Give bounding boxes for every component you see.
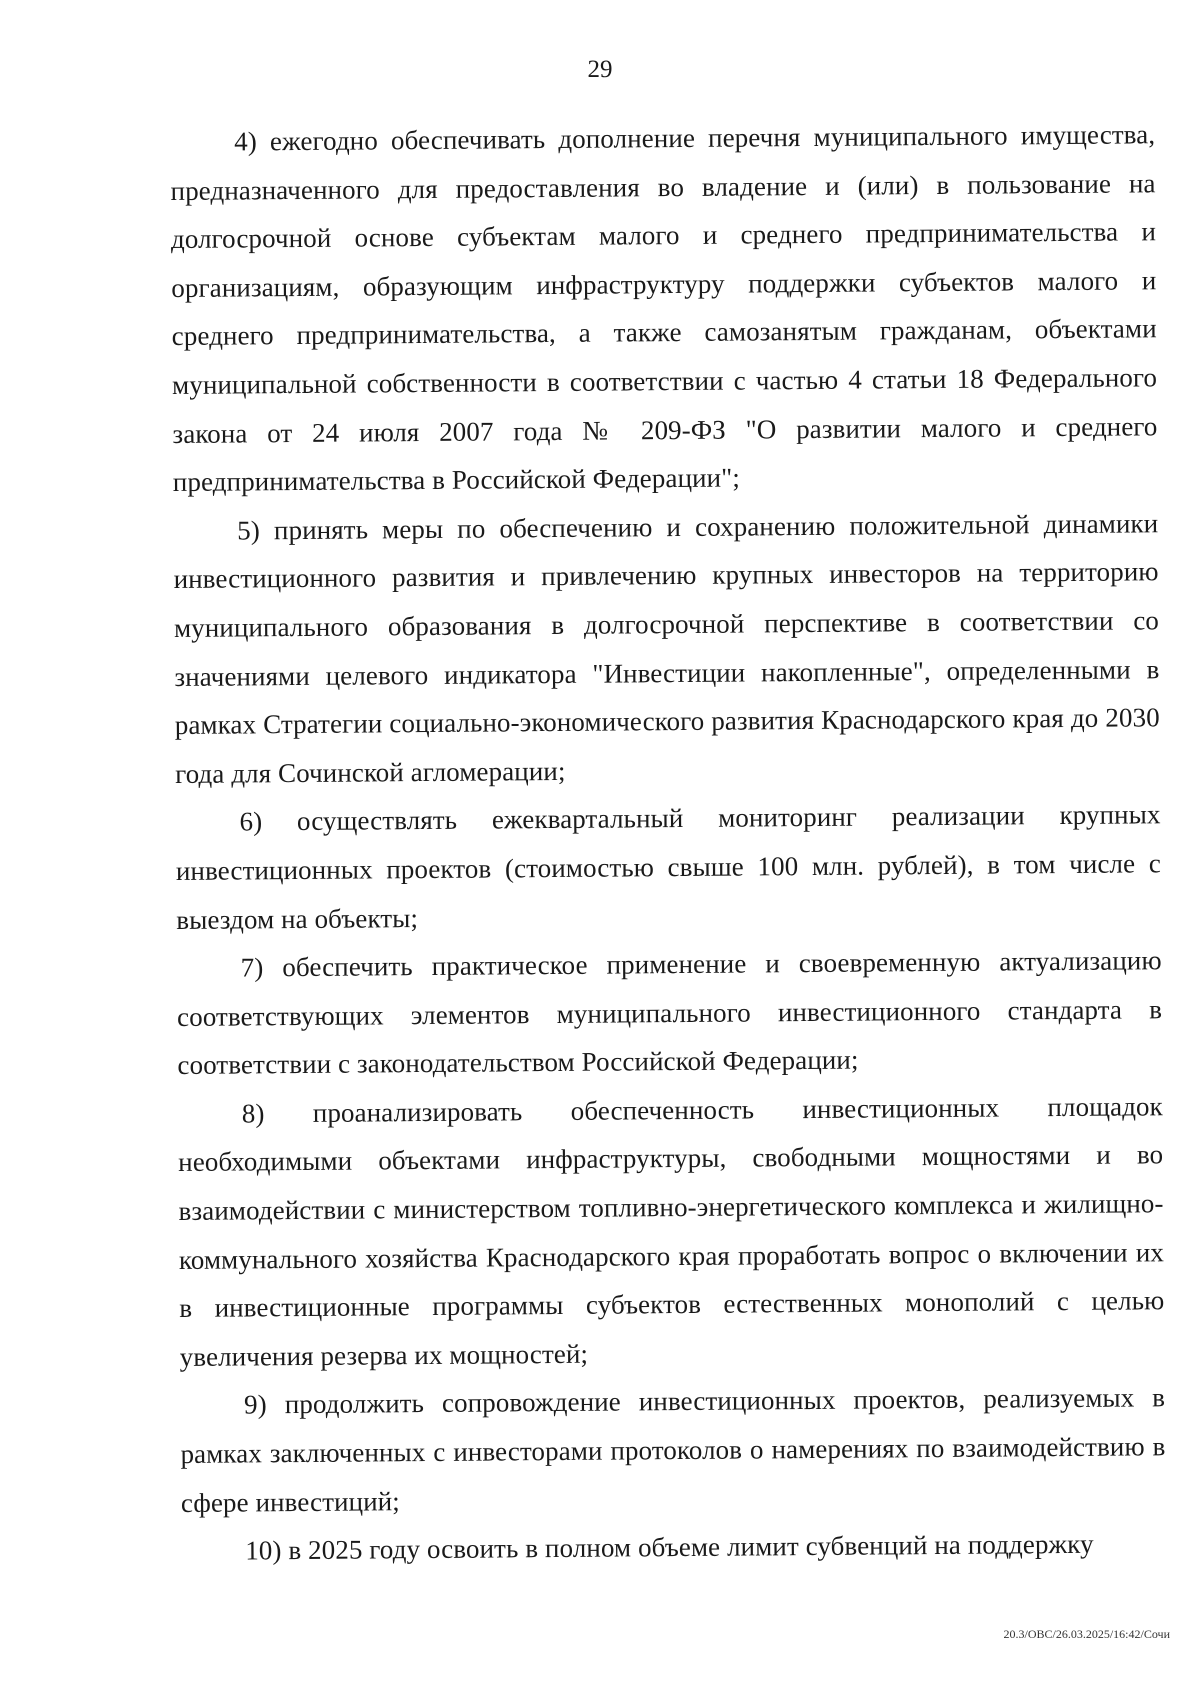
paragraph-item-4: 4) ежегодно обеспечивать дополнение перечня муниципального имущества, предназначенного для предоставления во владение и (или) в пользование на долгосрочной основе субъектам малого и среднего предпринимательства и организациям, образующим инфраструктуру поддержки субъектов малого и среднего предпринимательства, а также самозанятым гражданам, объектами муниципальной собственности в соответствии с частью 4 статьи 18 Федерального закона от 24 июля 2007 года № 209-ФЗ "О развитии малого и среднего предпринимательства в Российской Федерации"; <box>170 119 1158 498</box>
page-number: 29 <box>587 56 613 83</box>
document-registration-stamp: 20.3/ОВС/26.03.2025/16:42/Сочи <box>1003 1627 1170 1641</box>
paragraph-item-10: 10) в 2025 году освоить в полном объеме лимит субвенций на поддержку <box>245 1529 1094 1566</box>
paragraph-item-9: 9) продолжить сопровождение инвестиционных проектов, реализуемых в рамках заключенных с инвесторами протоколов о намерениях по взаимодействию в сфере инвестиций; <box>180 1382 1166 1518</box>
paragraph-item-7: 7) обеспечить практическое применение и своевременную актуализацию соответствующих элементов муниципального инвестиционного стандарта в соответствии с законодательством Российской Федерации; <box>176 945 1163 1081</box>
paragraph-item-6: 6) осуществлять ежеквартальный мониторинг реализации крупных инвестиционных проектов (стоимостью свыше 100 млн. рублей), в том числе с выездом на объекты; <box>175 799 1162 935</box>
paragraph-item-8: 8) проанализировать обеспеченность инвестиционных площадок необходимыми объектами инфраструктуры, свободными мощностями и во взаимодействии с министерством топливно-энергетического комплекса и жилищно-коммунального хозяйства Краснодарского края проработать вопрос о включении их в инвестиционные программы субъектов естественных монополий с целью увеличения резерва их мощностей; <box>178 1091 1165 1372</box>
paragraph-item-5: 5) принять меры по обеспечению и сохранению положительной динамики инвестиционного развития и привлечению крупных инвесторов на территорию муниципального образования в долгосрочной перспективе в соответствии со значениями целевого индикатора "Инвестиции накопленные", определенными в рамках Стратегии социально-экономического развития Краснодарского края до 2030 года для Сочинской агломерации; <box>173 508 1160 789</box>
document-body <box>170 110 1166 1576</box>
